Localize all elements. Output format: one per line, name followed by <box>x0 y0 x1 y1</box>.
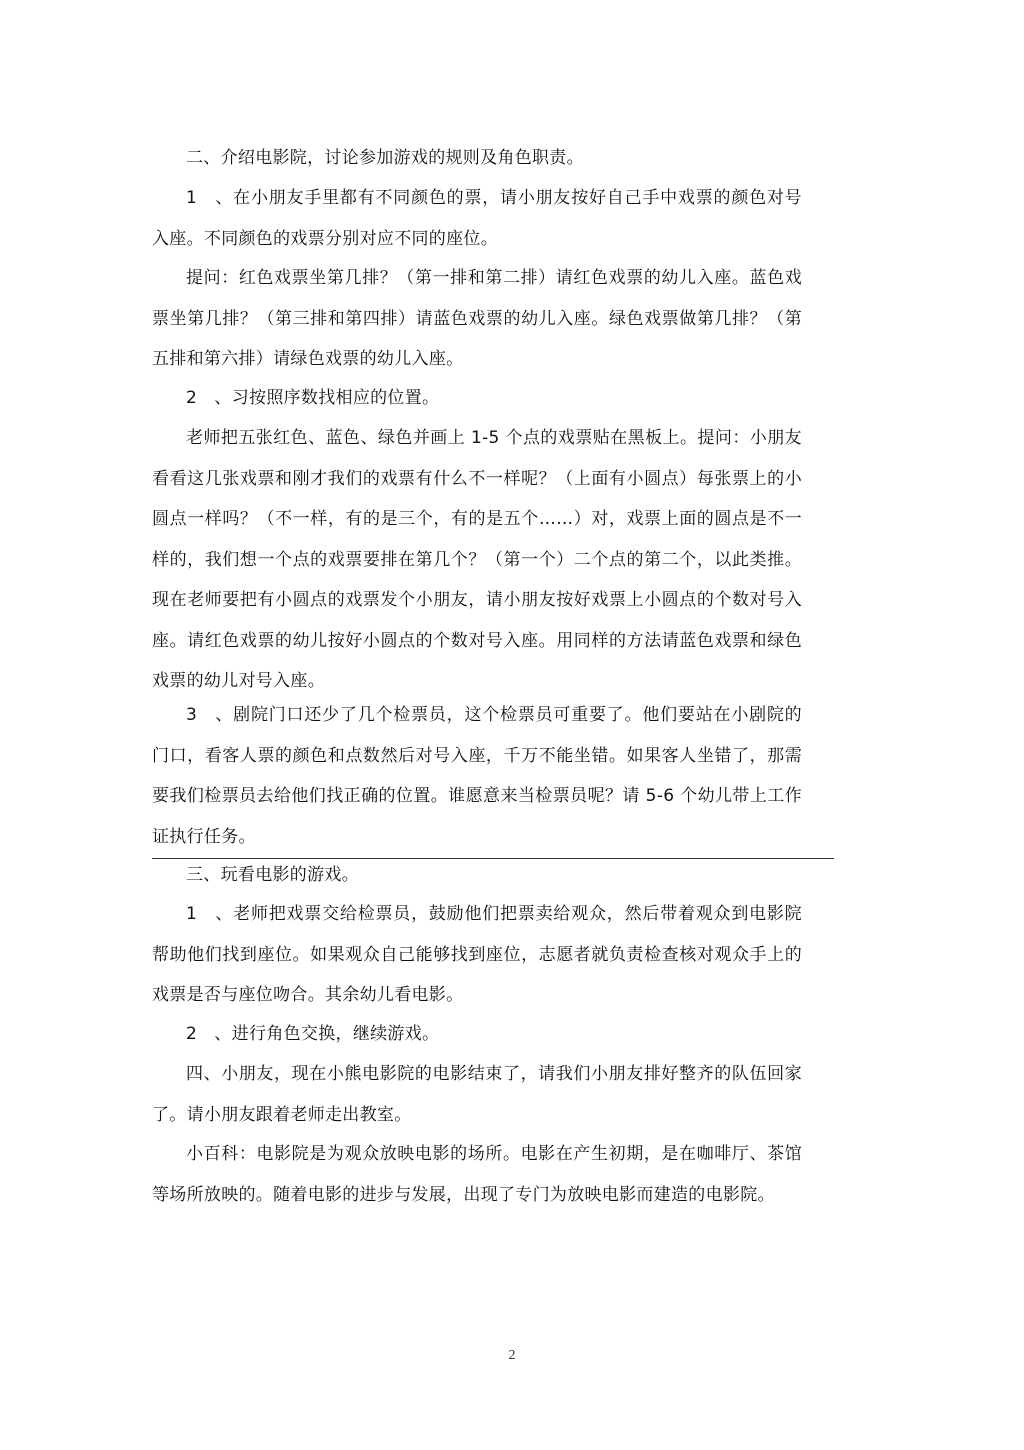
paragraph-question-rows: 提问：红色戏票坐第几排？（第一排和第二排）请红色戏票的幼儿入座。蓝色戏票坐第几排？（第三排和第四排）请蓝色戏票的幼儿入座。绿色戏票做第几排？（第五排和第六排）请绿色戏票的幼儿入座。 <box>152 268 802 369</box>
paragraph-ticket-checkers: 3 、剧院门口还少了几个检票员，这个检票员可重要了。他们要站在小剧院的门口，看客人票的颜色和点数然后对号入座，千万不能坐错。如果客人坐错了，那需要我们检票员去给他们找正确的位置。谁愿意来当检票员呢？请 5-6 个幼儿带上工作证执行任务。 <box>152 705 802 847</box>
paragraph-dot-tickets: 老师把五张红色、蓝色、绿色并画上 1-5 个点的戏票贴在黑板上。提问：小朋友看看这几张戏票和刚才我们的戏票有什么不一样呢？（上面有小圆点）每张票上的小圆点一样吗？（不一样，有的是三个，有的是五个……）对，戏票上面的圆点是不一样的，我们想一个点的戏票要排在第几个？（第一个）二个点的第二个，以此类推。现在老师要把有小圆点的戏票发个小朋友，请小朋友按好戏票上小圆点的个数对号入座。请红色戏票的幼儿按好小圆点的个数对号入座。用同样的方法请蓝色戏票和绿色戏票的幼儿对号入座。 <box>152 428 802 691</box>
section-two-heading: 二、介绍电影院，讨论参加游戏的规则及角色职责。 <box>186 148 584 168</box>
paragraph-ordinal-positions: 2 、习按照序数找相应的位置。 <box>186 388 440 408</box>
paragraph-ticket-colors: 1 、在小朋友手里都有不同颜色的票，请小朋友按好自己手中戏票的颜色对号入座。不同颜色的戏票分别对应不同的座位。 <box>152 188 802 249</box>
paragraph-sell-tickets: 1 、老师把戏票交给检票员，鼓励他们把票卖给观众，然后带着观众到电影院帮助他们找到座位。如果观众自己能够找到座位，志愿者就负责检查核对观众手上的戏票是否与座位吻合。其余幼儿看电影。 <box>152 904 802 1005</box>
page-number: 2 <box>508 1348 516 1363</box>
paragraph-encyclopedia: 小百科：电影院是为观众放映电影的场所。电影在产生初期，是在咖啡厅、茶馆等场所放映的。随着电影的进步与发展，出现了专门为放映电影而建造的电影院。 <box>152 1144 802 1205</box>
section-four-paragraph: 四、小朋友，现在小熊电影院的电影结束了，请我们小朋友排好整齐的队伍回家了。请小朋友跟着老师走出教室。 <box>152 1064 802 1125</box>
paragraph-role-swap: 2 、进行角色交换，继续游戏。 <box>186 1024 440 1044</box>
section-three-heading: 三、玩看电影的游戏。 <box>186 865 359 885</box>
